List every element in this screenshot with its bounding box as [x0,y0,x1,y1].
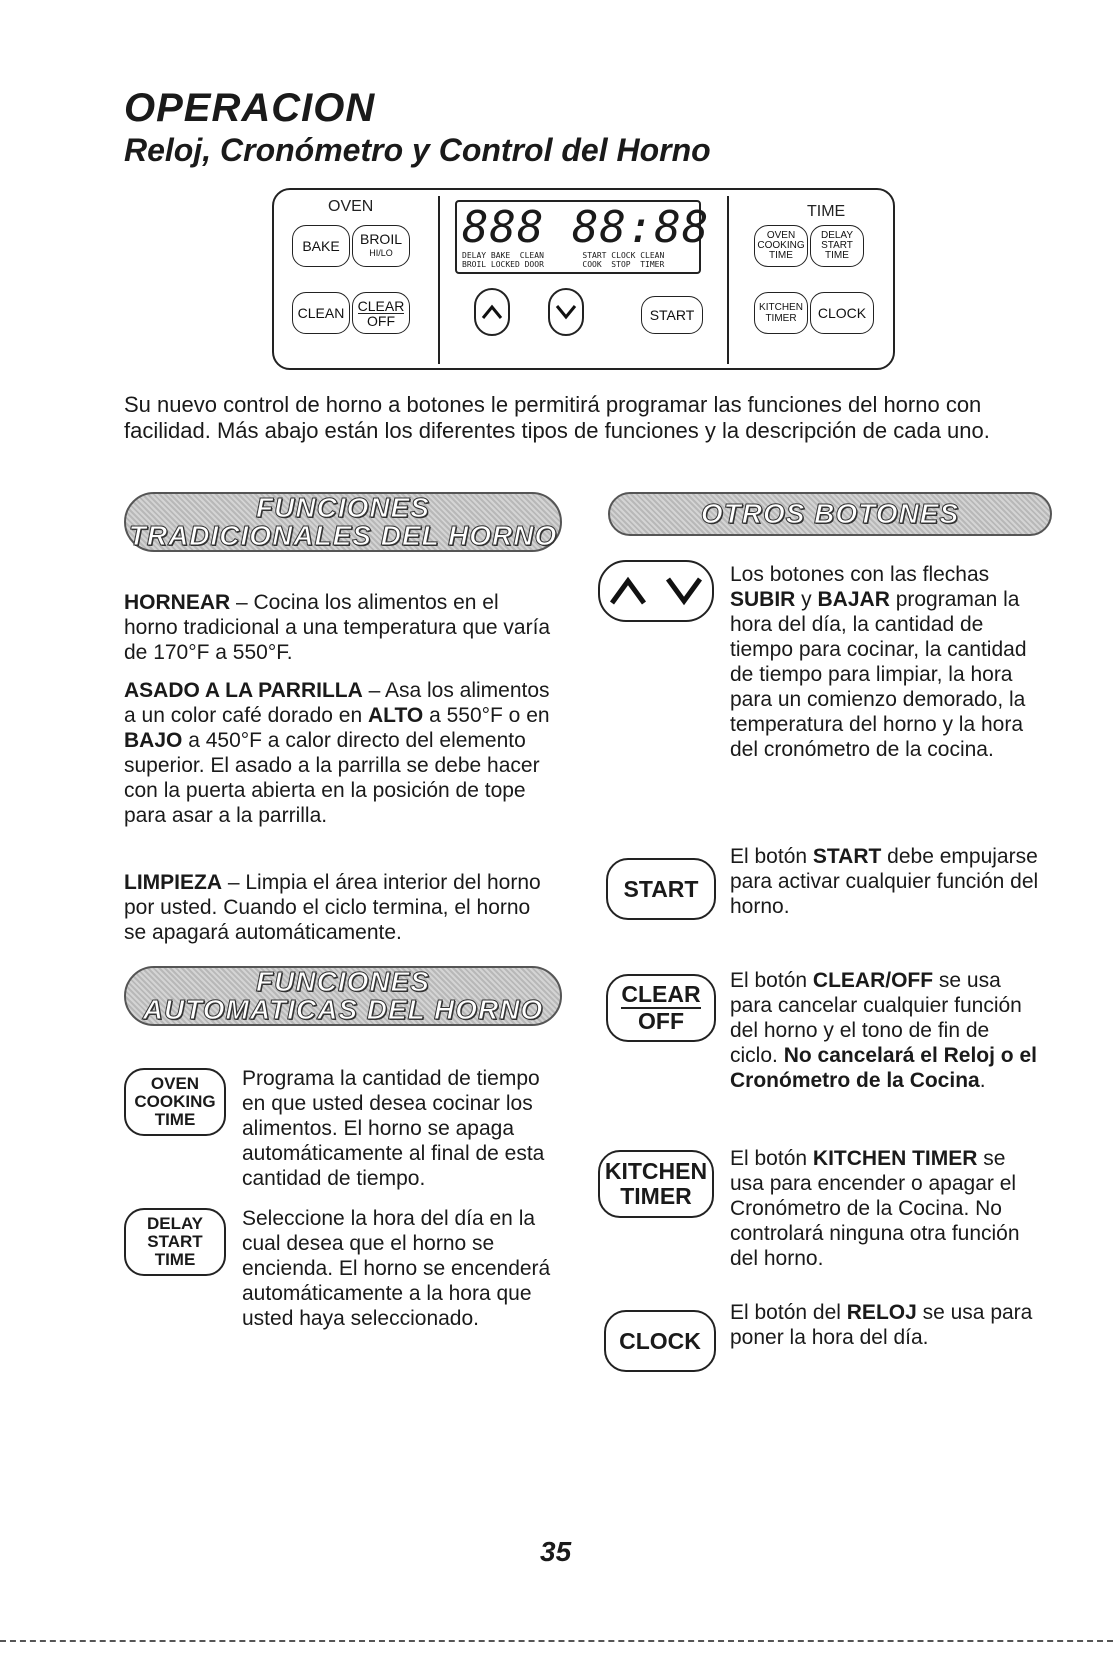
time-label: TIME [825,250,849,261]
term-kitchen-timer: KITCHEN TIMER [812,1147,978,1170]
term-bake: HORNEAR [124,591,231,614]
kitchen-text-2: se usa para encender o apagar el Cronómetro de la Cocina. No controlará ninguna otra función del horno. [730,1147,1020,1270]
kitchen-label: KITCHEN [604,1158,708,1184]
delay-label: DELAY [820,230,854,241]
down-arrow-button[interactable] [548,288,584,336]
time-group-label: TIME [807,203,846,220]
banner-line-1: FUNCIONES [256,966,430,997]
clear-warning: No cancelará el Reloj o el Cronómetro de la Cocina [730,1044,1037,1092]
delay-start-description: Seleccione la hora del día en la cual desea que el horno se encienda. El horno se encenderá automáticamente a la hora que usted haya seleccionado. [242,1207,551,1330]
clean-text: – Limpia el área interior del horno por usted. Cuando el ciclo termina, el horno se apagará automáticamente. [124,871,541,944]
timer-label: TIMER [765,313,797,324]
kitchen-timer-button[interactable] [598,1150,714,1218]
cooking-label: COOKING [757,240,805,251]
oven-group-label: OVEN [328,198,374,215]
clean-description [124,870,554,945]
chevron-up-icon[interactable] [608,575,648,607]
broil-button[interactable] [352,225,410,267]
arrows-text-3: programan la hora del día, la cantidad de tiempo para cocinar, la cantidad de tiempo para limpiar, la hora para un comienzo demorado, la temperatura del horno y la hora del cronómetro de la cocina. [730,588,1027,761]
clock-text-1: El botón del [730,1301,847,1324]
term-clear-off: CLEAR/OFF [812,969,934,992]
broil-label: BROIL [359,231,402,247]
term-broil: ASADO A LA PARRILLA [124,679,363,702]
clear-text-1: El botón [730,969,813,992]
banner-automatic-functions [124,966,562,1026]
arrows-text-2: y [795,588,818,611]
term-bajo: BAJO [124,729,183,752]
up-arrow-button[interactable] [474,288,510,336]
start-description [730,844,1042,919]
clear-off-button[interactable] [352,292,410,334]
broil-text-2: a 550°F o en [423,704,550,727]
arrows-text-1: Los botones con las flechas [730,563,990,586]
term-bajar: BAJAR [817,588,890,611]
arrows-description [730,562,1042,762]
banner-line-2: AUTOMATICAS DEL HORNO [142,994,544,1025]
banner-traditional-functions [124,492,562,552]
delay-start-time-button-panel[interactable] [810,225,864,267]
clear-off-description [730,968,1042,1093]
panel-divider-left [438,196,440,364]
banner-line-1: FUNCIONES [256,492,430,523]
time-label: TIME [154,1110,196,1129]
off-label: OFF [638,1008,684,1034]
delay-label: DELAY [146,1214,204,1233]
oven-cooking-time-button-panel[interactable] [754,225,808,267]
clear-label: CLEAR [357,297,405,314]
term-reloj: RELOJ [846,1301,917,1324]
bake-button[interactable]: BAKE [292,225,350,267]
cooking-label: COOKING [134,1092,216,1111]
start-text-1: El botón [730,845,813,868]
chevron-down-icon[interactable] [664,575,704,607]
panel-divider-right [727,196,729,364]
footer-line [0,1640,1113,1642]
start-label: START [821,240,853,251]
broil-description [124,678,554,828]
page-subtitle: Reloj, Cronómetro y Control del Horno [124,132,711,168]
display-annunciators-top: DELAY BAKE CLEAN START CLOCK CLEAN [462,251,665,260]
oven-label: OVEN [766,230,796,241]
clear-text-2: se usa para cancelar cualquier función del horno y el tono de fin de ciclo. [730,969,1022,1067]
clock-button[interactable]: CLOCK [604,1310,716,1372]
time-label: TIME [154,1250,196,1269]
broil-hilo-label: HI/LO [369,248,393,258]
arrow-buttons-group [598,560,714,622]
bake-text: – Cocina los alimentos en el horno tradicional a una temperatura que varía de 170°F a 550°F. [124,591,551,664]
start-button-panel[interactable]: START [641,296,703,334]
term-alto: ALTO [368,704,424,727]
page-number: 35 [540,1536,572,1567]
clear-off-button-large[interactable] [606,974,716,1042]
off-label: OFF [367,312,395,329]
display-digits: 888 88:88 [462,202,710,253]
chevron-down-icon [555,304,577,320]
oven-label: OVEN [150,1074,200,1093]
clear-text-3: . [979,1069,986,1092]
clock-description [730,1300,1042,1350]
chevron-up-icon [481,304,503,320]
timer-label: TIMER [620,1183,692,1209]
oven-cooking-time-button[interactable] [124,1068,226,1136]
intro-paragraph: Su nuevo control de horno a botones le permitirá programar las funciones del horno con facilidad. Más abajo están los diferentes tipos de funciones y la descripción de cada uno. [124,392,990,443]
broil-text-3: a 450°F a calor directo del elemento superior. El asado a la parrilla se debe hacer con la puerta abierta en la posición de tope para asar a la parrilla. [124,729,540,827]
term-start: START [812,845,882,868]
start-label: START [147,1232,203,1251]
banner-line-2: TRADICIONALES DEL HORNO [128,520,558,551]
banner-line: OTROS BOTONES [700,498,960,529]
cook-time-description: Programa la cantidad de tiempo en que usted desea cocinar los alimentos. El horno se apaga automáticamente al final de esta cantidad de tiempo. [242,1067,545,1190]
term-subir: SUBIR [730,588,796,611]
display-annunciators-bottom: BROIL LOCKED DOOR COOK STOP TIMER [462,260,665,269]
delay-start-time-button[interactable] [124,1208,226,1276]
term-clean: LIMPIEZA [124,871,222,894]
kitchen-timer-description [730,1146,1042,1271]
start-button[interactable]: START [606,858,716,920]
bake-description [124,590,554,665]
banner-other-buttons [608,492,1052,536]
kitchen-label: KITCHEN [759,302,803,313]
clock-button-panel[interactable]: CLOCK [810,292,874,334]
clock-text-2: se usa para poner la hora del día. [730,1301,1033,1349]
kitchen-text-1: El botón [730,1147,813,1170]
clear-label: CLEAR [621,981,701,1007]
broil-text-1: – Asa los alimentos a un color café dorado en [124,679,550,727]
kitchen-timer-button-panel[interactable] [754,292,808,334]
start-text-2: debe empujarse para activar cualquier función del horno. [730,845,1039,918]
time-label: TIME [769,250,793,261]
clean-button[interactable]: CLEAN [292,292,350,334]
page-title: OPERACION [124,86,376,130]
